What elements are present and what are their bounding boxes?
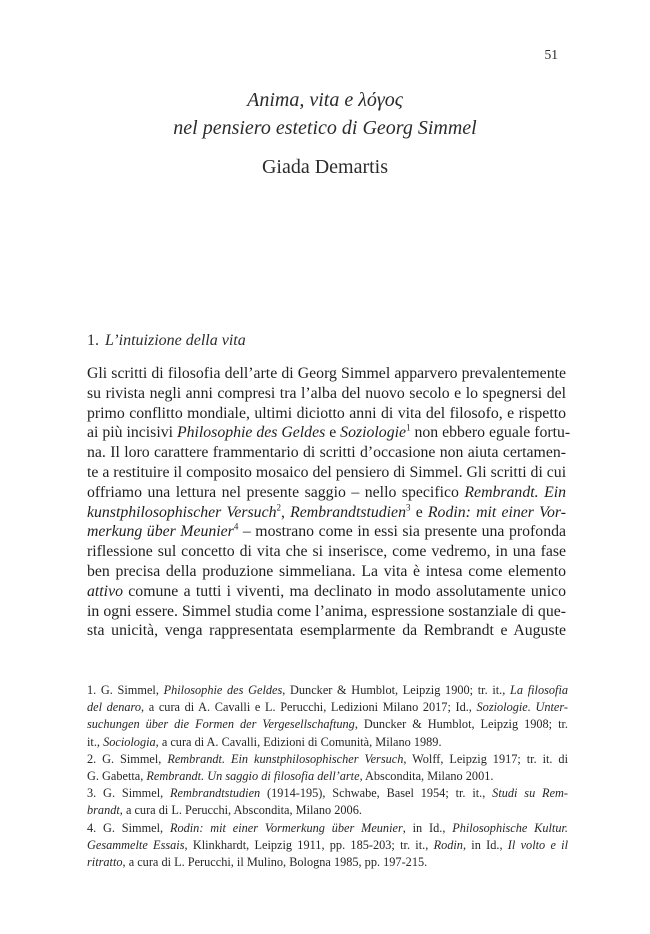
body-paragraph bbox=[87, 364, 571, 641]
body-line: sta unicità, venga rappresentata esemplarmente da Rembrandt e Auguste bbox=[87, 622, 566, 640]
footnote-1: del denaro, a cura di A. Cavalli e L. Perucchi, Ledizioni Milano 2017; Id., Soziologie. Unter- bbox=[87, 700, 569, 715]
footnote-3: brandt, a cura di L. Perucchi, Abscondita, Milano 2006. bbox=[87, 803, 362, 818]
footnote-4: Gesammelte Essais, Klinkhardt, Leipzig 1911, pp. 185-203; tr. it., Rodin, in Id., Il volto e il bbox=[87, 837, 569, 852]
body-line: merkung über Meunier$^4$ – mostrano come in essi sia presente una profonda bbox=[87, 522, 567, 541]
body-line: offriamo una lettura nel presente saggio – nello specifico Rembrandt. Ein bbox=[87, 483, 566, 501]
section-heading bbox=[87, 332, 246, 350]
body-line: in ogni essere. Simmel studia come l’anima, espressione sostanziale di que- bbox=[87, 602, 566, 620]
footnote-ref: 2 bbox=[276, 502, 281, 513]
footnote-ref: 4 bbox=[233, 522, 239, 533]
body-line: riflessione sul concetto di vita che si inserisce, come vedremo, in una fase bbox=[87, 543, 566, 561]
section-number: 1. bbox=[87, 332, 99, 349]
footnote-4: ritratto, a cura di L. Perucchi, il Mulino, Bologna 1985, pp. 197-215. bbox=[87, 855, 428, 870]
footnote-2: G. Gabetta, Rembrandt. Un saggio di filosofia dell’arte, Abscondita, Milano 2001. bbox=[87, 769, 494, 784]
article-title bbox=[0, 86, 650, 142]
footnote-1: 1. G. Simmel, Philosophie des Geldes, Duncker & Humblot, Leipzig 1900; tr. it., La filosofia bbox=[87, 683, 569, 697]
body-line: primo conflitto mondiale, ultimi diciotto anni di vita del filosofo, e rispetto bbox=[87, 404, 566, 422]
article-title-line-2: nel pensiero estetico di Georg Simmel bbox=[173, 117, 477, 139]
footnote-1: it., Sociologia, a cura di A. Cavalli, Edizioni di Comunità, Milano 1989. bbox=[87, 734, 442, 749]
section-title: L’intuizione della vita bbox=[105, 332, 246, 349]
article-title-line-1: Anima, vita e λόγος bbox=[247, 89, 403, 111]
author-name: Giada Demartis bbox=[261, 156, 389, 178]
body-line: Gli scritti di filosofia dell’arte di Georg Simmel apparvero prevalentemente bbox=[87, 365, 566, 382]
footnote-2: 2. G. Simmel, Rembrandt. Ein kunstphilosophischer Versuch, Wolff, Leipzig 1917; tr. it. di bbox=[87, 751, 568, 766]
page-number: 51 bbox=[544, 47, 558, 62]
body-line: attivo comune a tutti i viventi, ma declinato in modo assolutamente unico bbox=[87, 582, 567, 600]
body-line: te a restituire il composito mosaico del pensiero di Simmel. Gli scritti di cui bbox=[87, 463, 567, 481]
footnote-3: 3. G. Simmel, Rembrandtstudien (1914-195), Schwabe, Basel 1954; tr. it., Studi su Rem- bbox=[87, 786, 569, 801]
footnotes bbox=[87, 682, 568, 871]
footnote-1: suchungen über die Formen der Vergesellschaftung, Duncker & Humblot, Leipzig 1908; tr. bbox=[87, 717, 568, 732]
body-line: ben precisa della produzione simmeliana. La vita è intesa come elemento bbox=[87, 562, 566, 580]
body-line: kunstphilosophischer Versuch$^2$, Rembrandtstudien$^3$ e Rodin: mit einer Vor- bbox=[87, 502, 567, 521]
body-line: su rivista negli anni compresi tra l’alba del nuovo secolo e lo spegnersi del bbox=[87, 384, 566, 402]
footnote-4: 4. G. Simmel, Rodin: mit einer Vormerkung über Meunier, in Id., Philosophische Kultur. bbox=[87, 820, 568, 835]
body-line: na. Il loro carattere frammentario di scritti d’occasione non aiuta certamen- bbox=[87, 444, 566, 462]
body-line: ai più incisivi Philosophie des Geldes e Soziologie$^1$ non ebbero eguale fortu- bbox=[87, 423, 571, 442]
footnote-ref: 1 bbox=[406, 423, 411, 434]
footnote-ref: 3 bbox=[405, 502, 411, 513]
